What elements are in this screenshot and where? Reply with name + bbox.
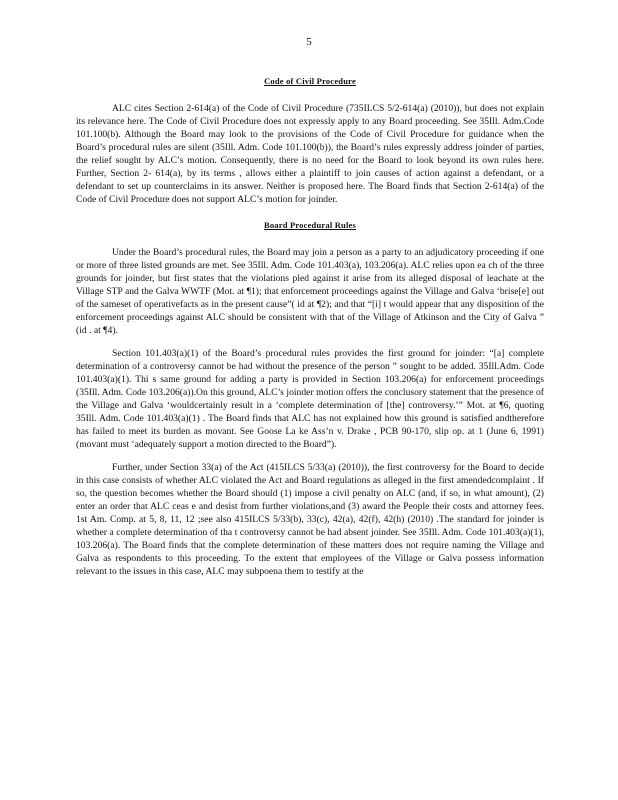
section-heading-code-of-civil-procedure: Code of Civil Procedure <box>264 76 356 86</box>
document-body <box>76 76 544 588</box>
section-heading-board-procedural-rules: Board Procedural Rules <box>263 220 357 230</box>
paragraph-board-rules-3: Further, under Section 33(a) of the Act (415ILCS 5/33(a) (2010)), the first controversy for the Board to decide in this case consists of whether ALC violated the Act and Board regulations as alleged in the first amendedcomplaint . If so, the question becomes whether the Board should (1) impose a civil penalty on ALC (and, if so, in what amount), (2) enter an order that ALC ceas e and desist from further violations,and (3) award the People their costs and attorney fees. 1st Am. Comp. at 5, 8, 11, 12 ;see also 415ILCS 5/33(b), 33(c), 42(a), 42(f), 42(h) (2010) .The standard for joinder is whether a complete determination of tha t controversy cannot be had absent joinder. See 35Ill. Adm. Code 101.403(a)(1), 103.206(a). The Board finds that the complete determination of these matters does not require naming the Village and Galva as respondents to this proceeding. To the extent that employees of the Village or Galva possess information relevant to the issues in this case, ALC may subpoena them to testify at the <box>76 462 544 577</box>
paragraph-board-rules-1: Under the Board’s procedural rules, the Board may join a person as a party to an adjudicatory proceeding if one or more of three listed grounds are met. See 35Ill. Adm. Code 101.403(a), 103.206(a). ALC relies upon ea ch of the three grounds for joinder, but first states that the violations pled against it arise from its alleged disposal of leachate at the Village STP and the Galva WWTF (Mot. at ¶1); that enforcement proceedings against the Village and Galva ‘brise[e] out of the sameset of operativefacts as in the present cause”( id at ¶2); and that “[i] t would appear that any disposition of the enforcement proceedings against ALC should be consistent with that of the Village of Atkinson and the City of Galva ” (id . at ¶4). <box>76 247 544 336</box>
paragraph-board-rules-2: Section 101.403(a)(1) of the Board’s procedural rules provides the first ground for joinder: “[a] complete determination of a controversy cannot be had without the presence of the person ” sought to be added. 35Ill.Adm. Code 101.403(a)(1). Thi s same ground for adding a party is provided in Section 103.206(a) for enforcement proceedings (35Ill. Adm. Code 103.206(a)).On this ground, ALC’s joinder motion offers the conclusory statement that the presence of the Village and Galva ‘wouldcertainly result in a ‘complete determination of [the] controversy.’” Mot. at ¶6, quoting 35Ill. Adm. Code 101.403(a)(1) . The Board finds that ALC has not explained how this ground is satisfied andtherefore has failed to meet its burden as movant. See Goose La ke Ass’n v. Drake , PCB 90-170, slip op. at 1 (June 6, 1991) (movant must ‘adequately support a motion directed to the Board”). <box>76 348 544 450</box>
page-number: 5 <box>306 36 312 48</box>
paragraph-code-of-civil-procedure: ALC cites Section 2-614(a) of the Code of Civil Procedure (735ILCS 5/2-614(a) (2010)), but does not explain its relevance here. The Code of Civil Procedure does not expressly apply to any Board proceeding. See 35Ill. Adm.Code 101.100(b). Although the Board may look to the provisions of the Code of Civil Procedure for guidance when the Board’s procedural rules are silent (35Ill. Adm. Code 101.100(b)), the Board’s rules expressly address joinder of parties, the relief sought by ALC’s motion. Consequently, there is no need for the Board to look beyond its own rules here. Further, Section 2- 614(a), by its terms , allows either a plaintiff to join causes of action against a defendant, or a defendant to set up counterclaims in its answer. Neither is proposed here. The Board finds that Section 2-614(a) of the Code of Civil Procedure does not support ALC’s motion for joinder. <box>76 103 544 205</box>
